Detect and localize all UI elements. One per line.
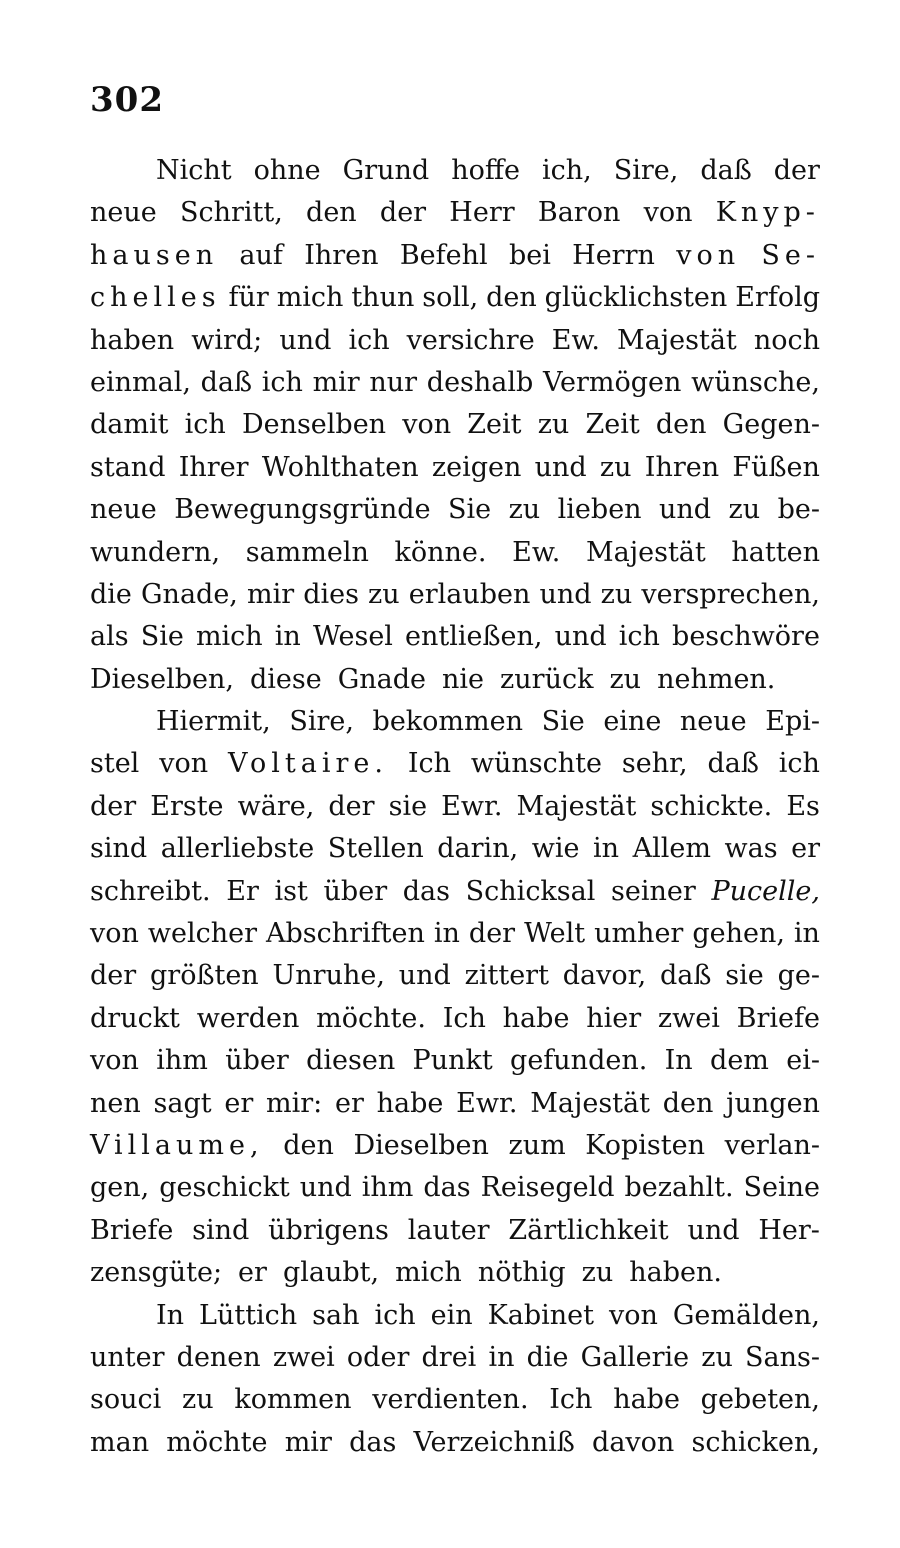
text-word: Ich bbox=[407, 748, 452, 780]
text-word: das bbox=[402, 875, 451, 907]
text-word: drei bbox=[421, 1341, 477, 1373]
text-word: Ihren bbox=[304, 239, 379, 271]
text-word: schreibt. bbox=[90, 875, 211, 907]
text-word: von bbox=[402, 409, 452, 441]
text-line bbox=[90, 192, 820, 234]
text-line bbox=[90, 447, 820, 489]
text-line bbox=[90, 955, 820, 997]
text-word: nen bbox=[90, 1087, 141, 1119]
text-word: diesen bbox=[306, 1045, 396, 1077]
text-word: schickte. bbox=[650, 790, 773, 822]
text-word: von bbox=[676, 239, 741, 271]
text-word: deshalb bbox=[426, 366, 534, 398]
text-line bbox=[90, 1379, 820, 1421]
text-word: zum bbox=[508, 1129, 566, 1161]
text-word: Wohlthaten bbox=[261, 451, 419, 483]
text-word: Nicht bbox=[156, 155, 232, 186]
text-word: nehmen. bbox=[657, 663, 776, 695]
text-word: der bbox=[90, 790, 137, 822]
text-word: damit bbox=[90, 409, 169, 441]
text-word: In bbox=[156, 1299, 185, 1331]
text-word: Befehl bbox=[399, 239, 488, 271]
text-line bbox=[90, 659, 820, 701]
text-word: Sire, bbox=[613, 155, 679, 186]
text-word: sah bbox=[312, 1299, 360, 1331]
text-word: Bewegungsgründe bbox=[174, 494, 431, 526]
text-word: druckt bbox=[90, 1002, 180, 1034]
text-line bbox=[90, 1125, 820, 1167]
text-word: Majestät bbox=[516, 790, 637, 822]
text-word: sie bbox=[388, 790, 428, 822]
text-word: mich bbox=[395, 1257, 462, 1289]
text-word: Erste bbox=[150, 790, 224, 822]
text-word: unter bbox=[90, 1341, 165, 1373]
text-line bbox=[90, 1422, 820, 1464]
text-word: Gallerie bbox=[580, 1341, 690, 1373]
text-word: Briefe bbox=[90, 1214, 174, 1246]
text-line bbox=[90, 320, 820, 362]
text-word: nie bbox=[442, 663, 485, 695]
text-line bbox=[90, 743, 820, 785]
text-word: lieben bbox=[557, 494, 642, 526]
text-word: Ew. bbox=[551, 324, 600, 356]
text-word: ihm bbox=[156, 1045, 208, 1077]
text-word: mir: bbox=[266, 1087, 323, 1119]
text-word: Grund bbox=[342, 155, 430, 186]
text-word: ich bbox=[261, 366, 303, 398]
text-word: über bbox=[225, 1045, 289, 1077]
text-word: seiner bbox=[611, 875, 696, 907]
text-word: er bbox=[335, 1087, 364, 1119]
text-word: Briefe bbox=[736, 1002, 820, 1034]
text-word: mir bbox=[312, 366, 360, 398]
text-word: Er bbox=[226, 875, 259, 907]
text-line bbox=[90, 362, 820, 404]
text-word: Pucelle, bbox=[711, 875, 820, 907]
text-word: wünschte bbox=[470, 748, 602, 780]
text-word: zu bbox=[182, 1384, 214, 1416]
text-word: hausen bbox=[90, 239, 219, 271]
text-word: zu bbox=[609, 663, 642, 695]
text-word: nöthig bbox=[477, 1257, 566, 1289]
text-word: zwei bbox=[272, 1341, 335, 1373]
text-word: ich bbox=[348, 324, 390, 356]
text-word: sind bbox=[90, 833, 148, 865]
text-word: Zeit bbox=[467, 409, 522, 441]
text-word: möchte bbox=[166, 1426, 268, 1458]
text-word: was bbox=[724, 833, 778, 865]
text-word: haben bbox=[90, 324, 175, 356]
text-word: Wesel bbox=[312, 621, 393, 653]
text-line bbox=[90, 1252, 820, 1294]
text-word: Baron bbox=[537, 197, 621, 229]
body-text bbox=[90, 150, 820, 1464]
text-word: gen, bbox=[90, 1172, 150, 1204]
text-word: thun bbox=[351, 282, 415, 314]
text-line bbox=[90, 913, 820, 955]
text-word: Kopisten bbox=[585, 1129, 705, 1161]
text-word: das bbox=[423, 1172, 471, 1204]
text-line bbox=[90, 616, 820, 658]
text-word: für bbox=[228, 282, 269, 314]
text-word: bezahlt. bbox=[624, 1172, 734, 1204]
text-word: glücklichsten bbox=[544, 282, 728, 314]
text-line bbox=[90, 871, 820, 913]
text-word: lauter bbox=[407, 1214, 490, 1246]
text-word: zurück bbox=[500, 663, 594, 695]
text-word: habe bbox=[502, 1002, 570, 1034]
text-word: und bbox=[554, 621, 607, 653]
text-word: wie bbox=[531, 833, 580, 865]
text-word: auf bbox=[239, 239, 283, 271]
text-word: Ewr. bbox=[456, 1087, 518, 1119]
text-word: Sans- bbox=[745, 1341, 820, 1373]
text-word: wundern, bbox=[90, 536, 221, 568]
text-word: Erfolg bbox=[735, 282, 820, 314]
text-word: einmal, bbox=[90, 366, 191, 398]
text-word: Ew. bbox=[512, 536, 561, 568]
text-word: neue bbox=[90, 494, 157, 526]
text-line bbox=[90, 150, 820, 192]
text-word: zeigen bbox=[431, 451, 522, 483]
text-word: eine bbox=[603, 706, 662, 738]
text-word: Stellen bbox=[327, 833, 424, 865]
text-word: in bbox=[488, 1341, 515, 1373]
text-word: geschickt bbox=[159, 1172, 290, 1204]
text-word: das bbox=[349, 1426, 397, 1458]
text-word: daß bbox=[660, 960, 712, 992]
text-word: gefunden. bbox=[510, 1045, 648, 1077]
text-word: hatten bbox=[731, 536, 820, 568]
text-word: denen bbox=[176, 1341, 261, 1373]
text-word: neue bbox=[679, 706, 747, 738]
text-word: Dieselben, bbox=[90, 663, 234, 695]
text-word: in bbox=[793, 918, 820, 950]
text-word: zu bbox=[600, 578, 633, 610]
text-word: Welt bbox=[524, 918, 586, 950]
text-word: Knyp- bbox=[715, 197, 820, 229]
text-word: haben. bbox=[629, 1257, 722, 1289]
text-line bbox=[90, 786, 820, 828]
text-word: daß bbox=[200, 366, 253, 398]
text-word: versprechen, bbox=[641, 578, 820, 610]
text-word: Dieselben bbox=[353, 1129, 489, 1161]
text-word: Villaume, bbox=[90, 1129, 264, 1161]
text-word: ich bbox=[184, 409, 226, 441]
text-word: zu bbox=[581, 1257, 614, 1289]
text-word: von bbox=[159, 748, 209, 780]
text-word: Kabinet bbox=[487, 1299, 594, 1331]
text-word: Lüttich bbox=[199, 1299, 298, 1331]
text-word: hier bbox=[586, 1002, 642, 1034]
text-word: schicken, bbox=[691, 1426, 820, 1458]
text-word: den bbox=[486, 282, 537, 314]
text-word: von bbox=[90, 918, 139, 950]
text-word: neue bbox=[90, 197, 157, 229]
text-line bbox=[90, 701, 820, 743]
text-word: Schritt, bbox=[179, 197, 283, 229]
text-word: Gnade, bbox=[140, 578, 238, 610]
text-word: und bbox=[534, 451, 587, 483]
text-line bbox=[90, 532, 820, 574]
text-word: der bbox=[468, 918, 516, 950]
text-word: ist bbox=[274, 875, 308, 907]
text-word: entließen, bbox=[405, 621, 543, 653]
text-word: Epi- bbox=[765, 706, 820, 738]
text-word: und bbox=[659, 494, 712, 526]
text-word: zu bbox=[728, 494, 761, 526]
text-word: sehr, bbox=[621, 748, 688, 780]
text-word: könne. bbox=[394, 536, 487, 568]
text-word: den bbox=[306, 197, 357, 229]
text-word: umher bbox=[594, 918, 684, 950]
text-word: davon bbox=[592, 1426, 675, 1458]
text-word: ein bbox=[430, 1299, 473, 1331]
text-word: Ihrer bbox=[178, 451, 249, 483]
text-word: ihm bbox=[361, 1172, 414, 1204]
text-word: soll, bbox=[422, 282, 479, 314]
text-word: Majestät bbox=[617, 324, 737, 356]
text-word: Reisegeld bbox=[480, 1172, 615, 1204]
text-word: und bbox=[539, 578, 592, 610]
text-word: der bbox=[328, 790, 375, 822]
text-word: Ich bbox=[549, 1384, 593, 1416]
text-word: werden bbox=[196, 1002, 300, 1034]
text-word: Es bbox=[786, 790, 820, 822]
text-word: Ich bbox=[442, 1002, 486, 1034]
text-word: wäre, bbox=[237, 790, 315, 822]
text-word: Verzeichniß bbox=[413, 1426, 575, 1458]
text-word: Gegen- bbox=[722, 409, 820, 441]
text-line bbox=[90, 1040, 820, 1082]
text-word: den bbox=[283, 1129, 334, 1161]
text-word: den bbox=[655, 409, 707, 441]
text-word: Majestät bbox=[586, 536, 706, 568]
text-word: Vermögen bbox=[543, 366, 682, 398]
text-word: als bbox=[90, 621, 129, 653]
text-word: stel bbox=[90, 748, 140, 780]
text-word: Ihren bbox=[644, 451, 720, 483]
text-word: sammeln bbox=[245, 536, 369, 568]
text-word: Denselben bbox=[241, 409, 387, 441]
text-word: ich, bbox=[542, 155, 592, 186]
text-word: be- bbox=[777, 494, 820, 526]
text-word: Sie bbox=[448, 494, 492, 526]
text-word: ei- bbox=[786, 1045, 820, 1077]
text-word: dies bbox=[303, 578, 359, 610]
text-word: glaubt, bbox=[282, 1257, 380, 1289]
text-word: mir bbox=[284, 1426, 332, 1458]
text-word: Punkt bbox=[412, 1045, 493, 1077]
text-word: mich bbox=[195, 621, 263, 653]
text-word: beschwöre bbox=[672, 621, 820, 653]
text-word: bei bbox=[508, 239, 551, 271]
text-word: verlan- bbox=[724, 1129, 820, 1161]
text-word: und bbox=[299, 1172, 352, 1204]
text-word: Majestät bbox=[530, 1087, 650, 1119]
text-word: Allem bbox=[632, 833, 711, 865]
text-word: zu bbox=[537, 409, 570, 441]
text-line bbox=[90, 1083, 820, 1125]
text-word: dem bbox=[710, 1045, 769, 1077]
text-word: und bbox=[398, 960, 451, 992]
text-line bbox=[90, 277, 820, 319]
text-word: mir bbox=[246, 578, 295, 610]
text-word: wünsche, bbox=[691, 366, 820, 398]
text-word: Her- bbox=[758, 1214, 820, 1246]
text-word: ich bbox=[374, 1299, 416, 1331]
text-word: Seine bbox=[743, 1172, 820, 1204]
text-word: allerliebste bbox=[160, 833, 315, 865]
text-word: von bbox=[643, 197, 693, 229]
text-word: den bbox=[662, 1087, 714, 1119]
text-word: zittert bbox=[464, 960, 549, 992]
text-word: jungen bbox=[726, 1087, 820, 1119]
text-word: stand bbox=[90, 451, 166, 483]
text-word: der bbox=[379, 197, 427, 229]
text-word: wird; bbox=[191, 324, 263, 356]
text-word: habe bbox=[613, 1384, 680, 1416]
text-word: sie bbox=[725, 960, 764, 992]
text-word: größten bbox=[150, 960, 259, 992]
text-line bbox=[90, 404, 820, 446]
text-word: übrigens bbox=[268, 1214, 389, 1246]
text-word: in bbox=[274, 621, 301, 653]
text-word: zu bbox=[599, 451, 632, 483]
text-word: und bbox=[687, 1214, 740, 1246]
text-word: souci bbox=[90, 1384, 162, 1416]
text-word: mich bbox=[276, 282, 344, 314]
text-word: Sie bbox=[140, 621, 184, 653]
text-word: Ewr. bbox=[441, 790, 503, 822]
text-word: ich bbox=[778, 748, 820, 780]
text-word: über bbox=[323, 875, 388, 907]
text-word: Herr bbox=[449, 197, 515, 229]
text-word: Voltaire. bbox=[227, 748, 388, 780]
text-word: möchte. bbox=[316, 1002, 426, 1034]
text-word: zu bbox=[701, 1341, 733, 1373]
text-word: chelles bbox=[90, 282, 221, 314]
text-word: diese bbox=[249, 663, 322, 695]
text-word: von bbox=[90, 1045, 139, 1077]
text-word: und bbox=[279, 324, 332, 356]
text-word: man bbox=[90, 1426, 150, 1458]
text-word: Zeit bbox=[585, 409, 640, 441]
text-line bbox=[90, 1337, 820, 1379]
text-word: Gnade bbox=[337, 663, 427, 695]
text-word: zu bbox=[368, 578, 400, 610]
text-word: hoffe bbox=[451, 155, 520, 186]
text-line bbox=[90, 1210, 820, 1252]
text-word: sind bbox=[192, 1214, 250, 1246]
text-word: erlauben bbox=[408, 578, 531, 610]
text-word: Sire, bbox=[289, 706, 354, 738]
text-word: zensgüte; bbox=[90, 1257, 223, 1289]
text-line bbox=[90, 489, 820, 531]
text-word: versichre bbox=[406, 324, 535, 356]
text-word: daß bbox=[700, 155, 752, 186]
text-word: Sie bbox=[541, 706, 585, 738]
text-word: die bbox=[526, 1341, 569, 1373]
text-word: zwei bbox=[657, 1002, 720, 1034]
text-word: Zärtlichkeit bbox=[508, 1214, 669, 1246]
text-line bbox=[90, 998, 820, 1040]
page-number: 302 bbox=[90, 80, 164, 120]
text-word: in bbox=[593, 833, 620, 865]
text-word: Hiermit, bbox=[156, 706, 271, 738]
text-word: ich bbox=[618, 621, 660, 653]
text-word: welcher bbox=[147, 918, 258, 950]
text-word: kommen bbox=[234, 1384, 352, 1416]
text-word: noch bbox=[753, 324, 820, 356]
text-word: In bbox=[664, 1045, 693, 1077]
text-word: ohne bbox=[253, 155, 321, 186]
text-word: Herrn bbox=[572, 239, 655, 271]
text-word: er bbox=[791, 833, 820, 865]
text-word: Füßen bbox=[732, 451, 820, 483]
text-word: von bbox=[608, 1299, 658, 1331]
text-word: Schicksal bbox=[465, 875, 596, 907]
text-line bbox=[90, 1295, 820, 1337]
text-word: Abschriften bbox=[266, 918, 425, 950]
text-word: sagt bbox=[153, 1087, 212, 1119]
text-line bbox=[90, 235, 820, 277]
text-word: gehen, bbox=[692, 918, 785, 950]
text-line bbox=[90, 574, 820, 616]
text-word: verdienten. bbox=[372, 1384, 529, 1416]
text-word: er bbox=[224, 1087, 254, 1119]
text-word: daß bbox=[707, 748, 759, 780]
text-word: in bbox=[433, 918, 460, 950]
text-word: davor, bbox=[562, 960, 647, 992]
text-line bbox=[90, 828, 820, 870]
text-word: ge- bbox=[777, 960, 820, 992]
text-word: zu bbox=[508, 494, 541, 526]
text-word: Unruhe, bbox=[272, 960, 385, 992]
text-word: er bbox=[238, 1257, 267, 1289]
text-word: darin, bbox=[437, 833, 519, 865]
text-word: der bbox=[773, 155, 820, 186]
text-word: der bbox=[90, 960, 137, 992]
text-word: gebeten, bbox=[700, 1384, 820, 1416]
text-word: bekommen bbox=[372, 706, 523, 738]
text-word: Gemälden, bbox=[672, 1299, 820, 1331]
text-word: Se- bbox=[761, 239, 820, 271]
text-word: oder bbox=[346, 1341, 410, 1373]
text-line bbox=[90, 1167, 820, 1209]
text-word: habe bbox=[376, 1087, 444, 1119]
text-word: die bbox=[90, 578, 132, 610]
text-word: nur bbox=[369, 366, 418, 398]
